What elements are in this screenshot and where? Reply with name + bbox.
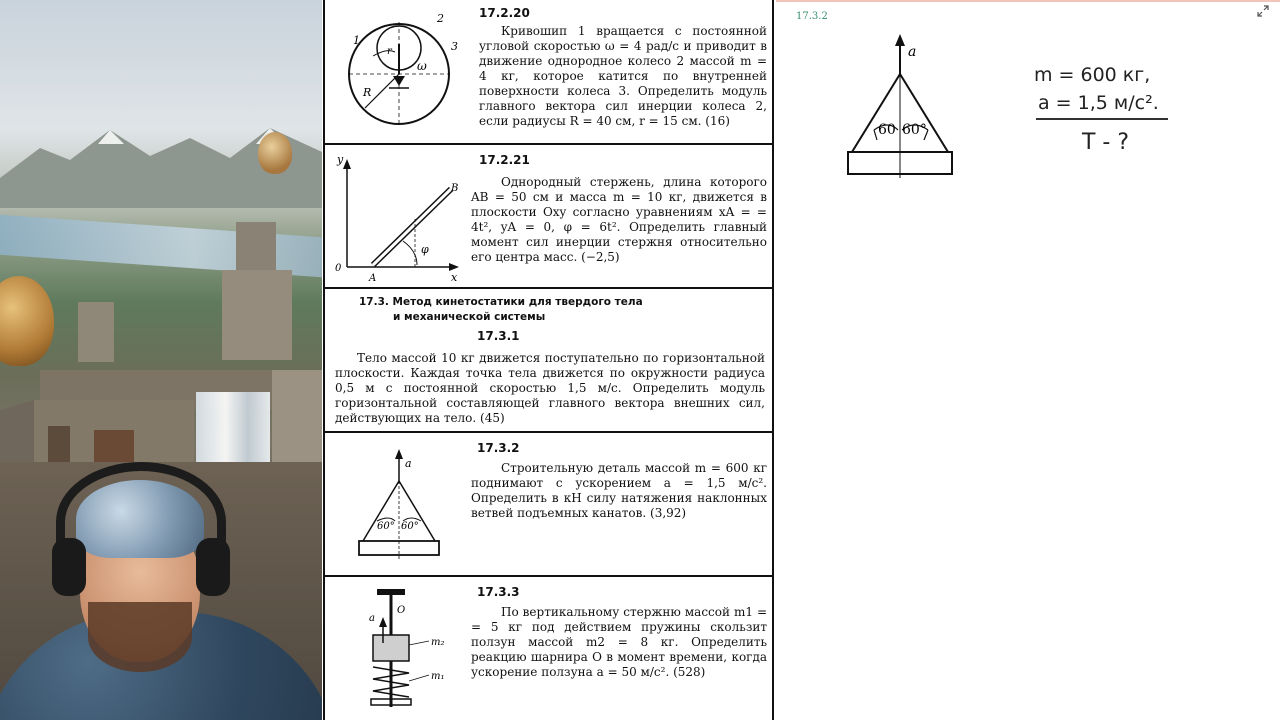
point-label-a: A (369, 273, 377, 283)
webcam-overlay (0, 462, 322, 720)
problem-17-3-3 (325, 577, 772, 720)
rod-figure (333, 149, 463, 283)
fig-label-a: a (405, 457, 412, 470)
desktop-background (0, 0, 322, 720)
fig-label-m1: m₁ (431, 671, 445, 682)
section-heading (359, 295, 719, 325)
fig-label-a: a (369, 613, 375, 624)
lifting-part-figure (333, 437, 453, 573)
board-fig-angle-right: 60° (902, 122, 927, 138)
fig-label-1: 1 (353, 34, 360, 47)
slider-spring-figure (333, 581, 453, 717)
problem-text: Однородный стержень, длина которого AB = 50 см и масса m = 10 кг, движется в плоскости Oxy согласно уравнениям xA = = 4t², yA = 0, φ = 6t². Определить главный момент сил инерции стержня относительно его центра масс. (−2,5) (471, 175, 767, 264)
board-lifting-figure (844, 28, 956, 180)
problem-text: Строительную деталь массой m = 600 кг поднимают с ускорением a = 1,5 м/с². Определить в кН силу натяжения наклонных ветвей подъемных канатов. (3,92) (471, 461, 767, 520)
section-heading-line2: и механической системы (393, 311, 546, 323)
board-page-label: 17.3.2 (796, 11, 828, 22)
fig-angle-right: 60° (401, 521, 419, 532)
hot-air-balloon-small (258, 132, 292, 174)
webcam-person-beard (88, 602, 192, 672)
problem-number: 17.3.3 (477, 585, 520, 599)
problem-text: Кривошип 1 вращается с постоянной угловой скоростью ω = 4 рад/с и приводит в движение однородное колесо 2 массой m = 4 кг, которое катится по внутренней поверхности колеса 3. Определить модуль главного вектора сил инерции колеса 2, если радиусы R = 40 см, r = 15 см. (16) (479, 24, 767, 128)
problem-number: 17.2.20 (479, 6, 530, 20)
fig-angle-left: 60° (377, 521, 395, 532)
axis-label-y: y (337, 153, 344, 166)
axis-label-x: x (451, 271, 458, 283)
axis-label-origin: 0 (335, 263, 342, 274)
fig-label-m2: m₂ (431, 637, 445, 648)
fig-label-3: 3 (451, 40, 458, 53)
angle-label-phi: φ (421, 243, 429, 256)
crank-wheel-figure (333, 4, 463, 140)
board-top-border (776, 0, 1280, 2)
problem-17-2-21 (325, 145, 772, 289)
board-fig-label-a: a (908, 44, 917, 60)
headphone-cup-left (52, 538, 86, 596)
given-acceleration: a = 1,5 м/с². (1038, 92, 1159, 114)
board-fig-angle-left: 60 (878, 122, 896, 138)
fig-label-R: R (363, 86, 372, 99)
whiteboard-panel[interactable] (776, 0, 1280, 720)
problem-text: По вертикальному стержню массой m1 = = 5 кг под действием пружины скользит ползун массой m2 = 8 кг. Определить реакцию шарнира O в момент времени, когда ускорение ползуна a = 50 м/с². (528) (471, 605, 767, 679)
fig-label-omega: ω (417, 59, 427, 73)
fig-label-o: O (397, 605, 406, 616)
given-mass: m = 600 кг, (1034, 64, 1151, 86)
section-heading-line1: 17.3. Метод кинетостатики для твердого тела (359, 296, 643, 308)
fig-label-r: r (387, 46, 392, 57)
given-divider-line (1036, 118, 1168, 120)
problem-number: 17.3.1 (477, 329, 520, 343)
problem-17-3-1 (325, 289, 772, 433)
expand-icon[interactable] (1256, 4, 1270, 18)
problem-17-3-2 (325, 433, 772, 577)
problem-number: 17.3.2 (477, 441, 520, 455)
problem-17-2-20 (325, 0, 772, 145)
fig-label-2: 2 (437, 12, 444, 25)
headphone-cup-right (196, 538, 230, 596)
problem-text: Тело массой 10 кг движется поступательно по горизонтальной плоскости. Каждая точка тела движется по окружности радиуса 0,5 м с постоянной скоростью 1,5 м/с. Определить модуль горизонтальной составляющей главного вектора внешних сил, действующих на тело. (45) (335, 351, 765, 425)
find-tension: T - ? (1082, 130, 1130, 155)
point-label-b: B (451, 183, 459, 194)
problem-book-page (323, 0, 774, 720)
problem-number: 17.2.21 (479, 153, 530, 167)
